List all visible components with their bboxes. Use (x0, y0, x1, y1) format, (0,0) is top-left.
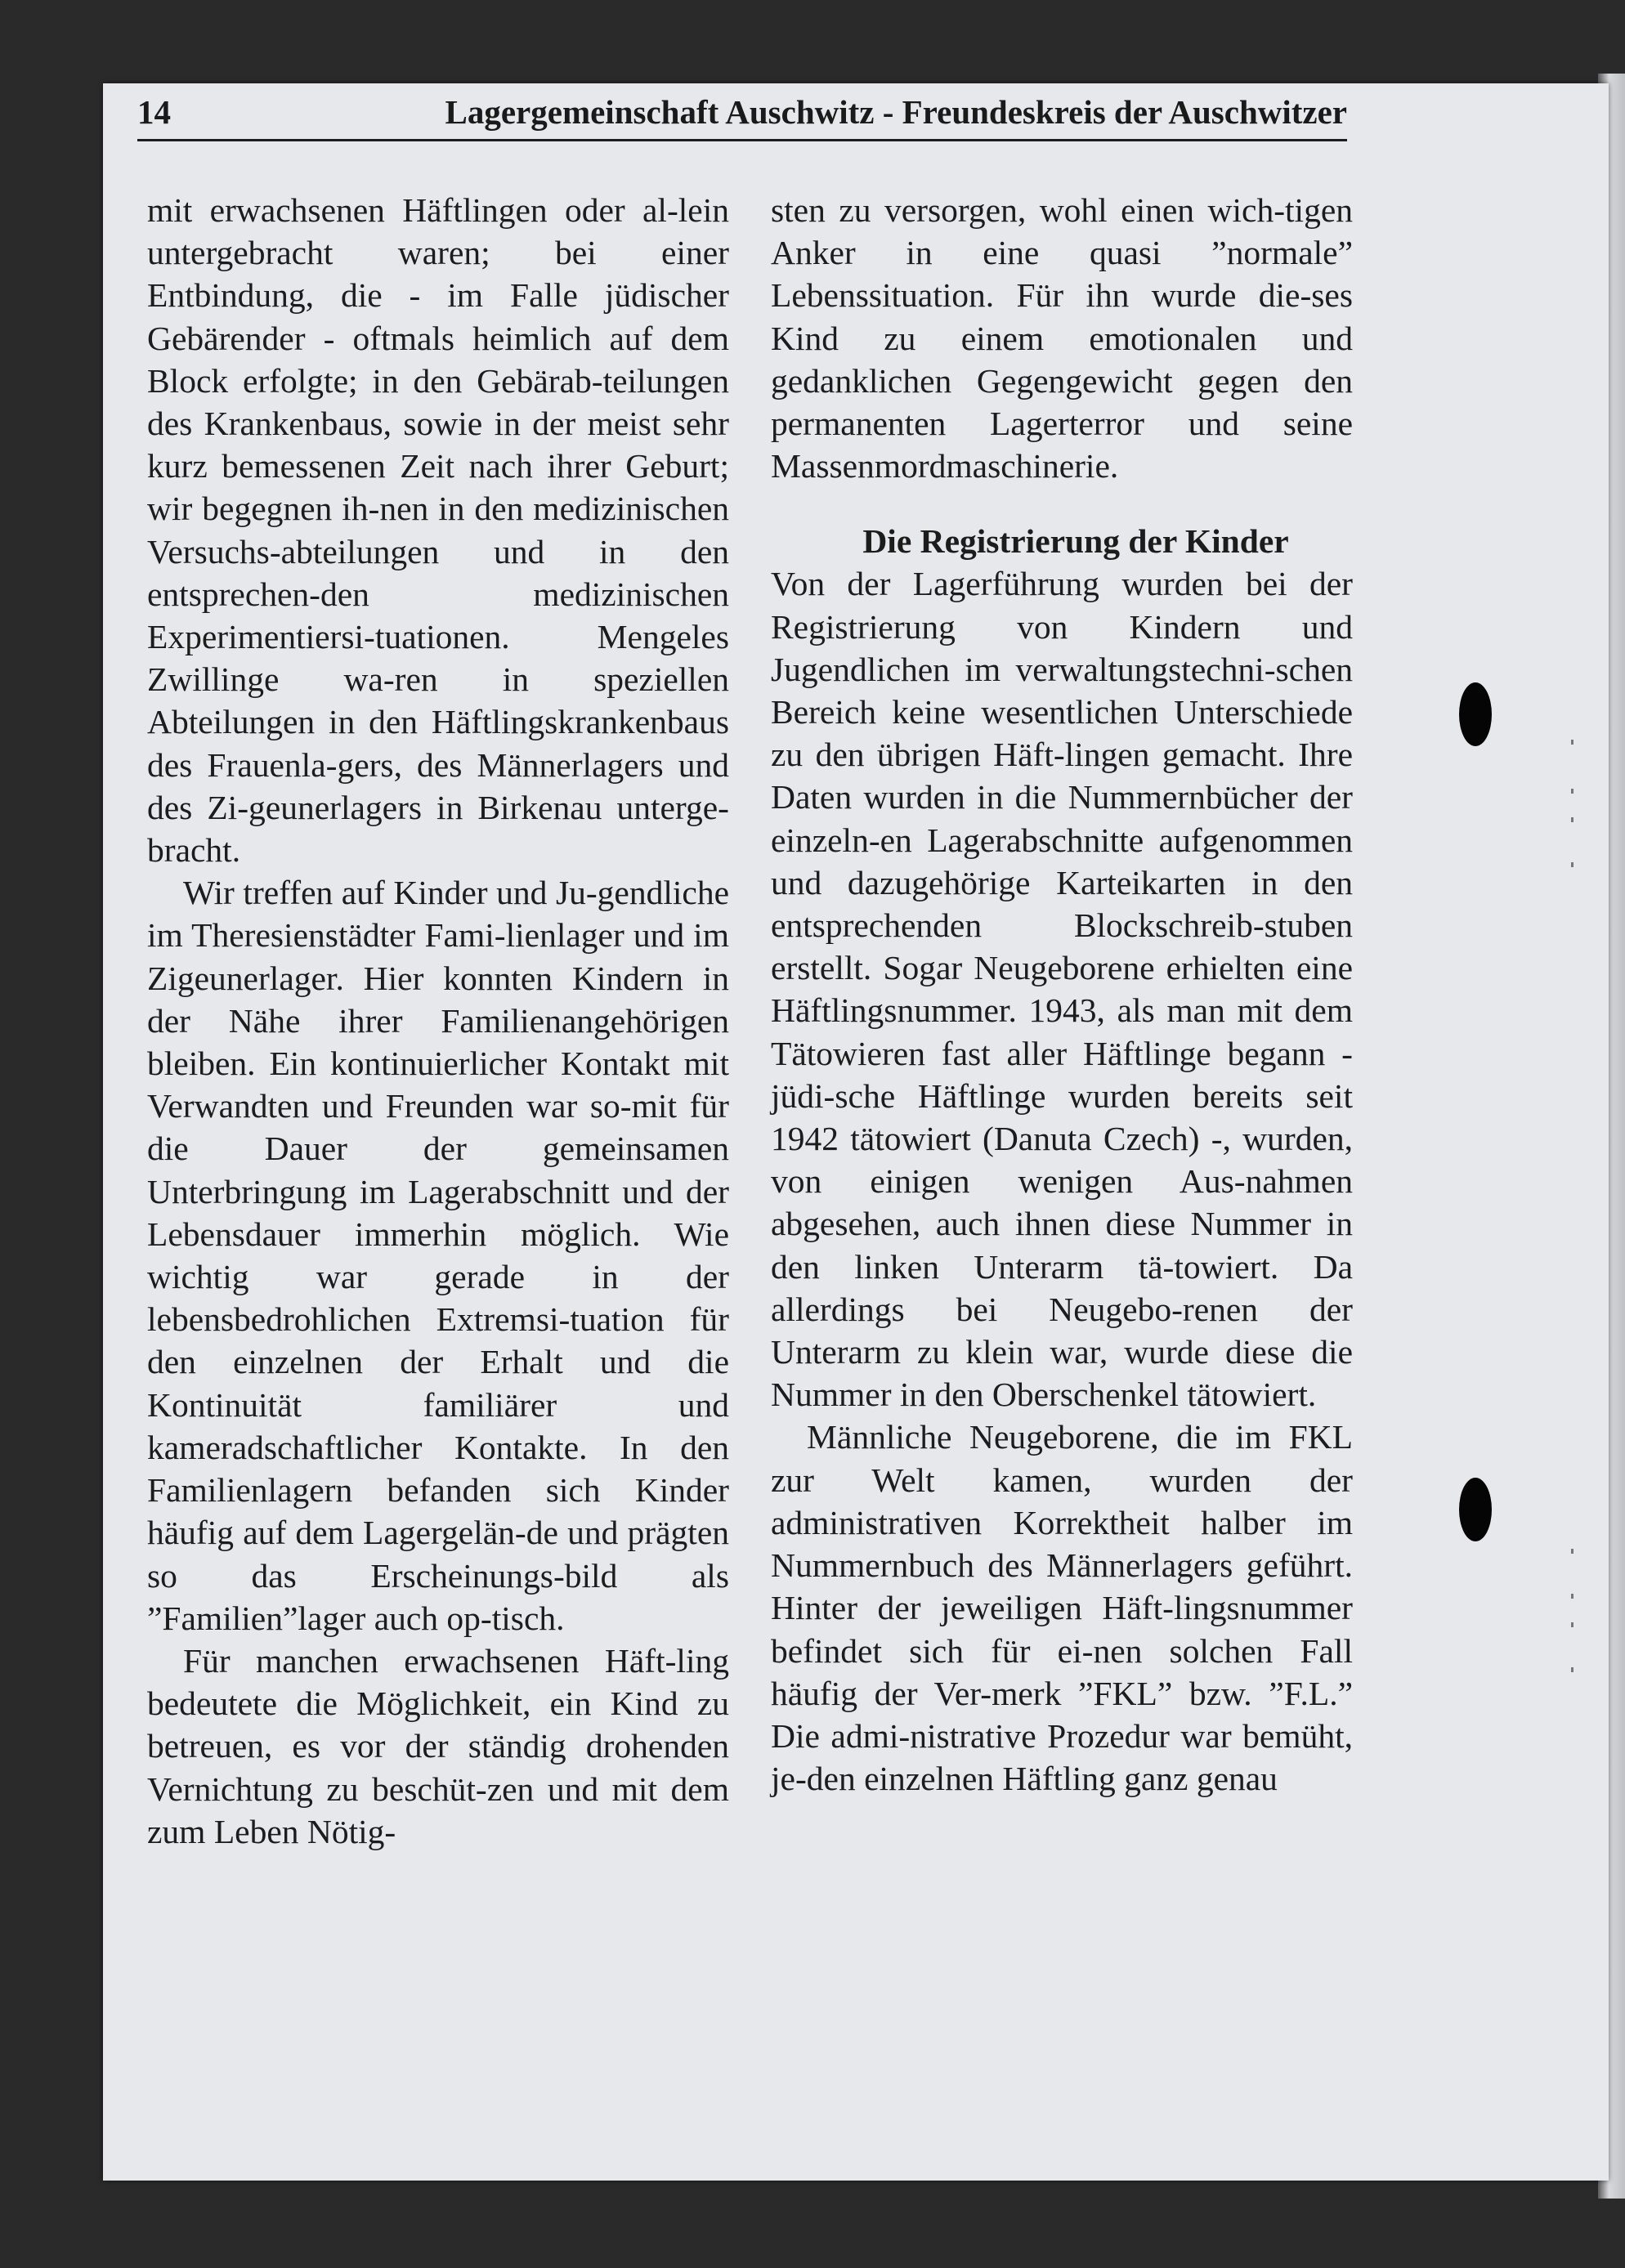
left-column (147, 189, 729, 1853)
margin-mark (1571, 1549, 1574, 1554)
margin-mark (1571, 817, 1574, 822)
margin-mark (1571, 1594, 1574, 1599)
margin-mark (1571, 789, 1574, 794)
page-header (137, 92, 1347, 141)
right-paragraph-2: Von der Lagerführung wurden bei der Registrierung von Kindern und Jugendlichen im verwaltungstechni-schen Bereich keine wesentlichen Unterschiede zu den übrigen Häft-lingen gemacht. Ihre Daten wurden in die Nummernbücher der einzeln-en Lagerabschnitte aufgenommen und dazugehörige Karteikarten in den entsprechenden Blockschreib-stuben erstellt. Sogar Neugeborene erhielten eine Häftlingsnummer. 1943, als man mit dem Tätowieren fast aller Häftlinge begann - jüdi-sche Häftlinge wurden bereits seit 1942 tätowiert (Danuta Czech) -, wurden, von einigen wenigen Aus-nahmen abgesehen, auch ihnen diese Nummer in den linken Unterarm tä-towiert. Da allerdings bei Neugebo-renen der Unterarm zu klein war, wurde diese die Nummer in den Oberschenkel tätowiert. (771, 565, 1353, 1414)
left-paragraph-3: Für manchen erwachsenen Häft-ling bedeutete die Möglichkeit, ein Kind zu betreuen, es vor der ständig drohenden Vernichtung zu beschüt-zen und mit dem zum Leben Nötig- (147, 1641, 729, 1850)
section-heading: Die Registrierung der Kinder (862, 522, 1289, 561)
running-title: Lagergemeinschaft Auschwitz - Freundeskreis der Auschwitzer (445, 93, 1347, 131)
margin-mark (1571, 1667, 1574, 1672)
punch-hole-upper (1459, 682, 1492, 746)
page-number: 14 (137, 93, 171, 131)
right-paragraph-1: sten zu versorgen, wohl einen wich-tigen Anker in eine quasi ”normale” Lebenssituation. Für ihn wurde die-ses Kind zu einem emotionalen und gedanklichen Gegengewicht gegen den permanenten Lagerterror und seine Massenmordmaschinerie. (771, 191, 1353, 485)
header-rule (137, 139, 1347, 141)
margin-mark (1571, 740, 1574, 745)
left-paragraph-1: mit erwachsenen Häftlingen oder al-lein untergebracht waren; bei einer Entbindung, die - im Falle jüdischer Gebärender - oftmals heimlich auf dem Block erfolgte; in den Gebärab-teilungen des Krankenbaus, sowie in der meist sehr kurz bemessenen Zeit nach ihrer Geburt; wir begegnen ih-nen in den medizinischen Versuchs-abteilungen und in den entsprechen-den medizinischen Experimentiersi-tuationen. Mengeles Zwillinge wa-ren in speziellen Abteilungen in den Häftlingskrankenbaus des Frauenla-gers, des Männerlagers und des Zi-geunerlagers in Birkenau unterge-bracht. (147, 191, 729, 870)
punch-hole-lower (1459, 1478, 1492, 1541)
margin-mark (1571, 1622, 1574, 1627)
right-paragraph-3: Männliche Neugeborene, die im FKL zur Welt kamen, wurden der administrativen Korrektheit halber im Nummernbuch des Männerlagers geführt. Hinter der jeweiligen Häft-lingsnummer befindet sich für ei-nen solchen Fall häufig der Ver-merk ”FKL” bzw. ”F.L.” Die admi-nistrative Prozedur war bemüht, je-den einzelnen Häftling ganz genau (771, 1418, 1353, 1798)
margin-mark (1571, 862, 1574, 867)
right-column (771, 189, 1353, 1800)
left-paragraph-2: Wir treffen auf Kinder und Ju-gendliche im Theresienstädter Fami-lienlager und im Zigeunerlager. Hier konnten Kindern in der Nähe ihrer Familienangehörigen bleiben. Ein kontinuierlicher Kontakt mit Verwandten und Freunden war so-mit für die Dauer der gemeinsamen Unterbringung im Lagerabschnitt und der Lebensdauer immerhin möglich. Wie wichtig war gerade in der lebensbedrohlichen Extremsi-tuation für den einzelnen der Erhalt und die Kontinuität familiärer und kameradschaftlicher Kontakte. In den Familienlagern befanden sich Kinder häufig auf dem Lagergelän-de und prägten so das Erscheinungs-bild als ”Familien”lager auch op-tisch. (147, 874, 729, 1637)
